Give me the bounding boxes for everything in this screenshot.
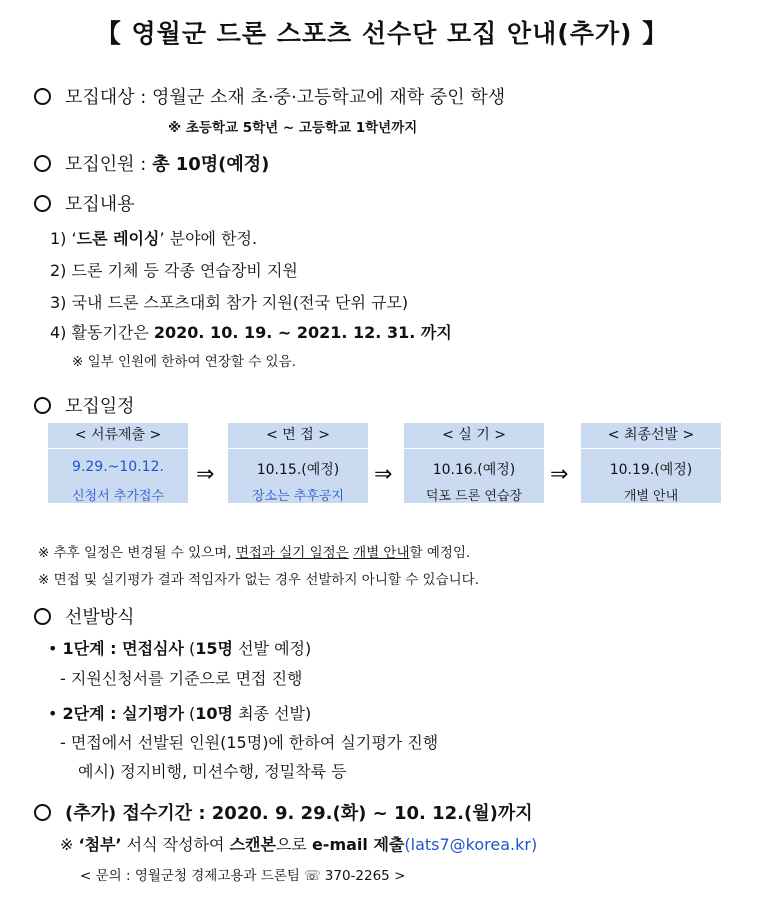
phone-icon: ☏: [303, 868, 321, 884]
step-head: < 서류제출 >: [48, 423, 188, 449]
section-content: [34, 190, 135, 216]
step-desc: 덕포 드론 연습장: [425, 489, 523, 504]
selection-stage-1: [48, 636, 311, 659]
circle-bullet-icon: [34, 804, 51, 821]
stage-2-count: 10명: [195, 704, 234, 723]
stage-2-detail: - 면접에서 선발된 인원(15명)에 한하여 실기평가 진행: [60, 733, 439, 752]
circle-bullet-icon: [34, 195, 51, 212]
schedule-step-practical: [404, 423, 544, 503]
content-item-4: [50, 320, 452, 343]
target-note: ※ 초등학교 5학년 ~ 고등학교 1학년까지: [168, 120, 418, 136]
schedule-step-interview: [228, 423, 368, 503]
schedule-step-documents: [48, 423, 188, 503]
page-title: 【 영월군 드론 스포츠 선수단 모집 안내(추가) 】: [95, 19, 669, 48]
step-head: < 면 접 >: [228, 423, 368, 449]
stage-2-example: 예시) 정지비행, 미션수행, 정밀착륙 등: [78, 762, 347, 781]
schedule-note-1: [38, 541, 470, 561]
bullet-icon: •: [48, 704, 58, 723]
contact-pre: < 문의 : 영월군청 경제고용과 드론팀: [80, 868, 300, 884]
stage-2-post: 최종 선발): [233, 704, 312, 723]
content-item-1-rest: ’ 분야에 한정.: [159, 229, 258, 248]
stage-1-title: 1단계 : 면접심사: [62, 639, 184, 658]
section-selection: [34, 603, 135, 629]
target-label: 모집대상 : 영월군 소재 초·중·고등학교에 재학 중인 학생: [65, 87, 506, 108]
contact-number: 370-2265 >: [324, 868, 406, 884]
schedule-note-2: ※ 면접 및 실기평가 결과 적임자가 없는 경우 선발하지 아니할 수 있습니다.: [38, 572, 479, 588]
step-head: < 최종선발 >: [581, 423, 721, 449]
circle-bullet-icon: [34, 397, 51, 414]
content-item-4-period: 2020. 10. 19. ~ 2021. 12. 31. 까지: [153, 323, 452, 342]
step-desc: 장소는 추후공지: [251, 489, 345, 504]
selection-label: 선발방식: [65, 607, 135, 628]
period-note-email-submit: e-mail 제출: [311, 835, 405, 854]
content-label: 모집내용: [65, 194, 135, 215]
stage-1-count: 15명: [195, 639, 234, 658]
period-note-scan: 스캔본: [229, 835, 276, 854]
content-item-3: 3) 국내 드론 스포츠대회 참가 지원(전국 단위 규모): [50, 293, 409, 312]
period-note-attach: ‘첨부’: [78, 835, 122, 854]
stage-1-post: 선발 예정): [233, 639, 312, 658]
step-date: 10.19.(예정): [609, 462, 693, 478]
content-item-2: 2) 드론 기체 등 각종 연습장비 지원: [50, 261, 298, 280]
arrow-right-icon: ⇒: [196, 462, 215, 487]
bullet-icon: •: [48, 639, 58, 658]
content-item-4-pre: 4) 활동기간은: [50, 323, 154, 342]
period-note-mid-1: 서식 작성하여: [121, 835, 230, 854]
schedule-note-1-pre: ※ 추후 일정은 변경될 수 있으며,: [38, 545, 236, 561]
circle-bullet-icon: [34, 608, 51, 625]
step-date: 10.15.(예정): [256, 462, 340, 478]
selection-stage-2: [48, 701, 311, 724]
contact-info: [80, 864, 405, 884]
circle-bullet-icon: [34, 155, 51, 172]
section-count: [34, 150, 269, 176]
stage-1-open: (: [183, 639, 196, 658]
schedule-note-1-underline-2: 개별 안내: [353, 545, 410, 561]
stage-2-open: (: [183, 704, 196, 723]
period-added: (추가): [65, 803, 117, 824]
content-item-4-note: ※ 일부 인원에 한하여 연장할 수 있음.: [72, 354, 296, 370]
circle-bullet-icon: [34, 88, 51, 105]
schedule-label: 모집일정: [65, 396, 135, 417]
step-date: 10.16.(예정): [432, 462, 516, 478]
count-label: 모집인원 :: [65, 154, 153, 175]
schedule-note-1-post: 할 예정임.: [409, 545, 471, 561]
section-target: [34, 83, 505, 109]
step-date: 9.29.~10.12.: [72, 459, 164, 475]
step-desc: 신청서 추가접수: [71, 489, 165, 504]
email-link[interactable]: (lats7@korea.kr): [404, 835, 538, 854]
content-item-1-num: 1): [50, 229, 67, 248]
arrow-right-icon: ⇒: [550, 462, 569, 487]
step-head: < 실 기 >: [404, 423, 544, 449]
section-period: [34, 799, 533, 825]
arrow-right-icon: ⇒: [374, 462, 393, 487]
schedule-note-1-underline-1: 면접과 실기 일정은: [235, 545, 349, 561]
period-text: 접수기간 : 2020. 9. 29.(화) ~ 10. 12.(월)까지: [116, 803, 533, 824]
step-desc: 개별 안내: [623, 489, 679, 504]
period-note-mid-2: 으로: [275, 835, 312, 854]
stage-1-detail: - 지원신청서를 기준으로 면접 진행: [60, 669, 303, 688]
section-schedule: [34, 392, 135, 418]
content-item-1-open: ‘: [71, 229, 77, 248]
content-item-1-bold: 드론 레이싱: [76, 229, 160, 248]
period-note-mark: ※: [60, 835, 79, 854]
content-item-1: [50, 226, 257, 249]
schedule-step-final: [581, 423, 721, 503]
count-value: 총 10명(예정): [152, 154, 270, 175]
period-note: [60, 832, 537, 855]
stage-2-title: 2단계 : 실기평가: [62, 704, 184, 723]
